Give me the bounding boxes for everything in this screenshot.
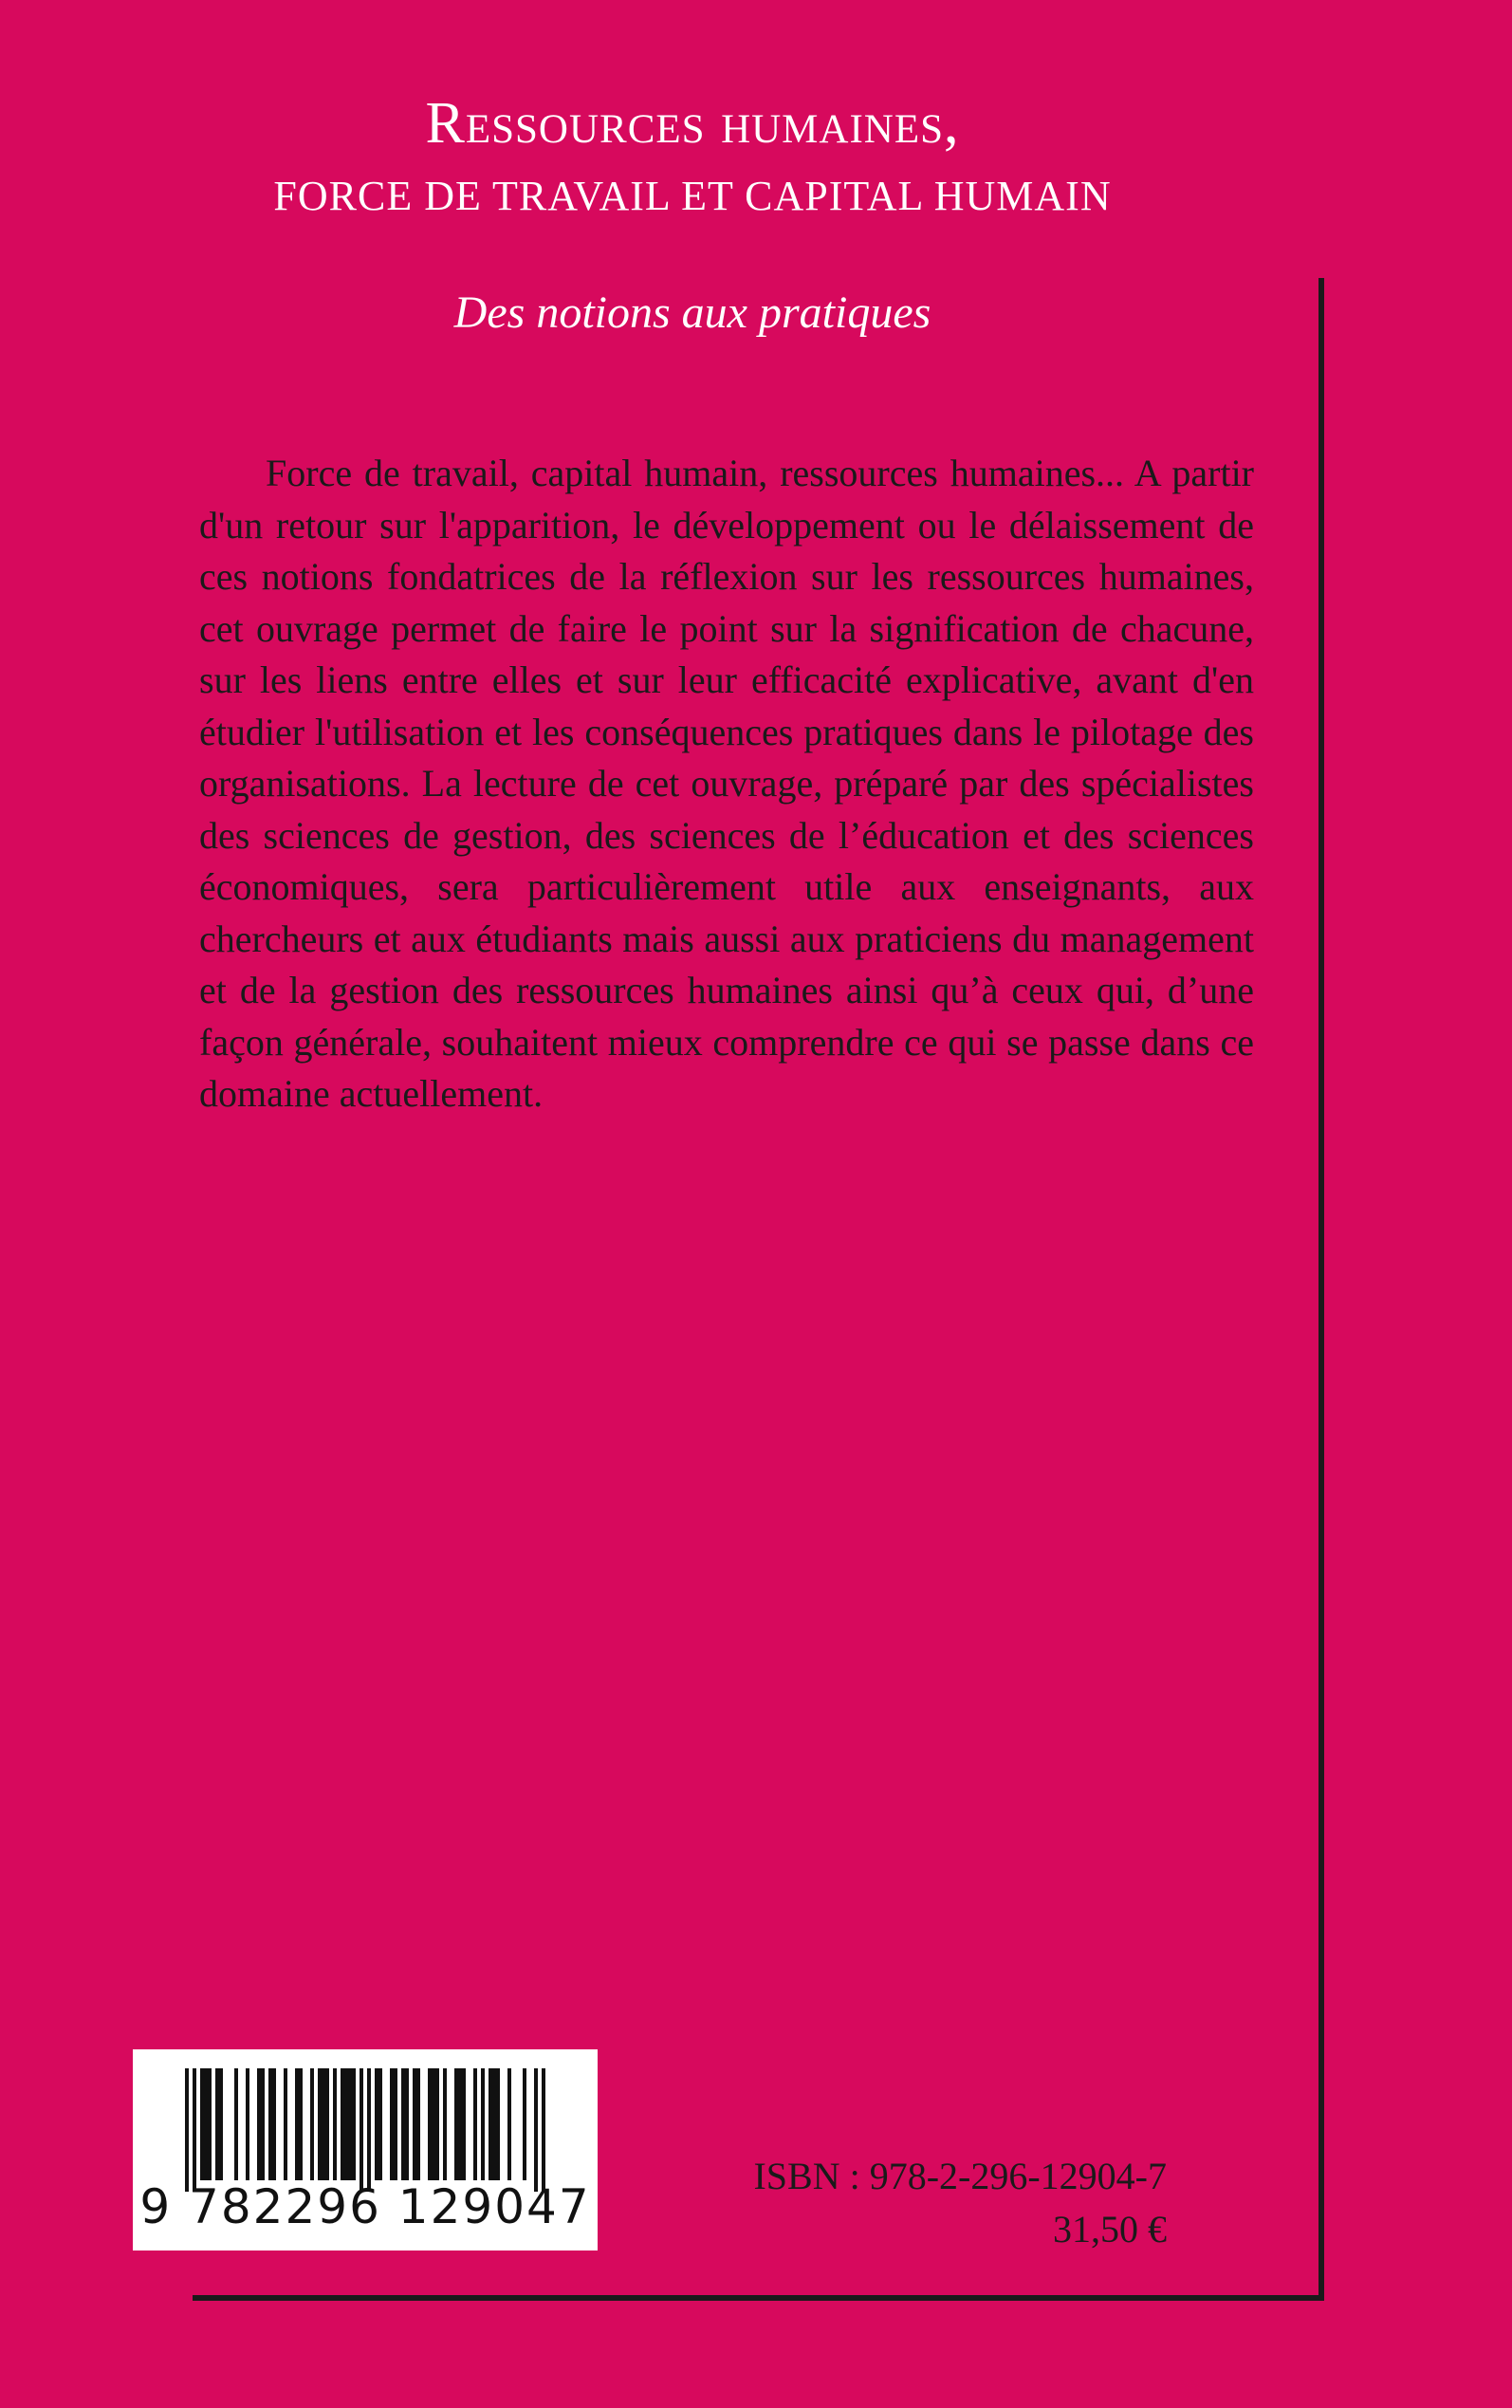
barcode-bar	[405, 2068, 409, 2180]
barcode-bar	[390, 2068, 394, 2180]
barcode-bar	[454, 2068, 458, 2180]
barcode-bar	[310, 2068, 314, 2180]
barcode-digits: 9 782296 129047	[139, 2179, 591, 2234]
barcode-bar	[492, 2068, 496, 2180]
barcode-bar	[375, 2068, 378, 2180]
barcode-bar	[523, 2068, 526, 2180]
barcode-bar	[489, 2068, 492, 2180]
barcode-bar	[341, 2068, 344, 2180]
barcode-bar	[284, 2068, 287, 2180]
barcode-bar	[443, 2068, 447, 2180]
barcode-bar	[534, 2068, 538, 2192]
barcode-bar	[246, 2068, 249, 2180]
barcode-bar	[318, 2068, 322, 2180]
barcode-bar	[185, 2068, 189, 2192]
barcode-bar	[299, 2068, 303, 2180]
back-cover-description: Force de travail, capital humain, ressources humaines... A partir d'un retour sur l'apparition, le développement ou le délaissement de ces notions fondatrices de la réflexion sur les ressources humaines, cet ouvrage permet de faire le point sur la signification de chacune, sur les liens entre elles et sur leur efficacité explicative, avant d'en étudier l'utilisation et les conséquences pratiques dans le pilotage des organisations. La lecture de cet ouvrage, préparé par des spécialistes des sciences de gestion, des sciences de l’éducation et des sciences économiques, sera particulièrement utile aux enseignants, aux chercheurs et aux étudiants mais aussi aux praticiens du management et de la gestion des ressources humaines ainsi qu’à ceux qui, d’une façon générale, souhaitent mieux comprendre ce qui se passe dans ce domaine actuellement.	[199, 452, 1254, 1115]
barcode-bar	[428, 2068, 432, 2180]
barcode-bar	[481, 2068, 485, 2180]
barcode-bar	[378, 2068, 382, 2180]
barcode-bar	[261, 2068, 265, 2180]
barcode-bar	[413, 2068, 416, 2180]
book-title-line2: FORCE DE TRAVAIL ET CAPITAL HUMAIN	[273, 173, 1112, 219]
barcode-bar	[496, 2068, 500, 2180]
barcode-bar	[322, 2068, 325, 2180]
barcode-bar	[268, 2068, 272, 2180]
barcode-bar	[401, 2068, 405, 2180]
barcode	[133, 2049, 598, 2251]
barcode-bar	[352, 2068, 356, 2180]
barcode-bar	[394, 2068, 397, 2180]
barcode-bar	[295, 2068, 299, 2180]
frame-bottom-border	[193, 2295, 1324, 2301]
frame-right-border	[1318, 278, 1324, 2301]
barcode-bar	[257, 2068, 261, 2180]
barcode-bar	[432, 2068, 435, 2180]
barcode-bar	[462, 2068, 466, 2180]
barcode-bar	[204, 2068, 208, 2180]
isbn-number: ISBN : 978-2-296-12904-7	[753, 2155, 1167, 2197]
barcode-bar	[234, 2068, 238, 2180]
barcode-bar	[435, 2068, 439, 2180]
barcode-bar	[193, 2068, 196, 2192]
book-title-line1: Ressources humaines,	[425, 91, 960, 156]
barcode-bar	[367, 2068, 371, 2192]
barcode-bar	[416, 2068, 420, 2180]
barcode-bar	[272, 2068, 276, 2180]
barcode-bar	[215, 2068, 219, 2180]
barcode-bar	[344, 2068, 348, 2180]
barcode-bar	[473, 2068, 477, 2180]
barcode-bars	[133, 2049, 598, 2192]
barcode-bar	[348, 2068, 352, 2180]
barcode-bar	[360, 2068, 363, 2192]
price: 31,50 €	[1053, 2208, 1167, 2251]
barcode-bar	[333, 2068, 337, 2180]
barcode-bar	[219, 2068, 223, 2180]
title-block	[0, 83, 1385, 230]
book-subtitle: Des notions aux pratiques	[453, 287, 931, 338]
barcode-bar	[542, 2068, 545, 2192]
barcode-bar	[208, 2068, 212, 2180]
barcode-bar	[458, 2068, 462, 2180]
barcode-bar	[507, 2068, 511, 2180]
barcode-bar	[325, 2068, 329, 2180]
barcode-bar	[200, 2068, 204, 2180]
